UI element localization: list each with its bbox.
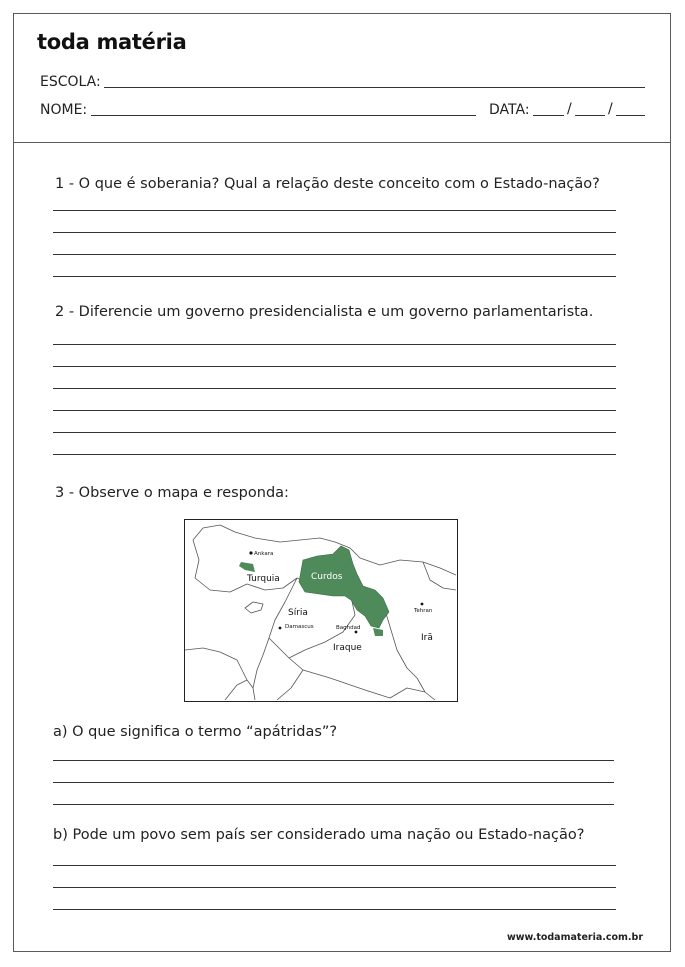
name-field-line[interactable]	[91, 115, 476, 116]
answer-line[interactable]	[53, 782, 614, 783]
date-label: DATA:	[489, 102, 530, 118]
answer-line[interactable]	[53, 432, 616, 433]
name-label: NOME:	[40, 102, 88, 118]
date-separator: /	[608, 101, 613, 117]
map-label-tehran: Tehran	[414, 608, 433, 614]
question-3: 3 - Observe o mapa e responda:	[55, 485, 289, 501]
answer-line[interactable]	[53, 388, 616, 389]
kurdish-region-ankara-area	[239, 562, 255, 572]
school-field-line[interactable]	[104, 87, 645, 88]
map-label-iraque: Iraque	[333, 643, 362, 653]
question-3a: a) O que significa o termo “apátridas”?	[53, 724, 338, 740]
answer-line[interactable]	[53, 909, 616, 910]
answer-line[interactable]	[53, 887, 616, 888]
baghdad-marker	[355, 631, 358, 634]
footer-url: www.todamateria.com.br	[506, 932, 643, 943]
map-label-damascus: Damascus	[285, 624, 314, 630]
map-graphic	[185, 520, 456, 700]
question-1: 1 - O que é soberania? Qual a relação deste conceito com o Estado-nação?	[55, 176, 600, 192]
answer-line[interactable]	[53, 276, 616, 277]
worksheet-frame	[13, 13, 671, 952]
school-label: ESCOLA:	[40, 74, 101, 90]
map-label-siria: Síria	[288, 608, 308, 618]
kurdish-region	[299, 546, 389, 628]
brand-logo: toda matéria	[37, 30, 187, 54]
answer-line[interactable]	[53, 454, 616, 455]
answer-line[interactable]	[53, 366, 616, 367]
kurdish-region-enclave	[373, 628, 383, 636]
answer-line[interactable]	[53, 410, 616, 411]
damascus-marker	[279, 627, 282, 630]
map-label-turquia: Turquia	[247, 574, 280, 584]
answer-line[interactable]	[53, 760, 614, 761]
answer-line[interactable]	[53, 865, 616, 866]
answer-line[interactable]	[53, 232, 616, 233]
date-month-line[interactable]	[575, 115, 605, 116]
header-divider	[13, 142, 671, 143]
map-label-ira: Irã	[421, 633, 433, 643]
answer-line[interactable]	[53, 254, 616, 255]
date-year-line[interactable]	[616, 115, 645, 116]
date-separator: /	[567, 101, 572, 117]
answer-line[interactable]	[53, 210, 616, 211]
ankara-marker	[249, 551, 252, 554]
question-3b: b) Pode um povo sem país ser considerado uma nação ou Estado-nação?	[53, 827, 585, 843]
map-label-curdos: Curdos	[311, 572, 343, 582]
answer-line[interactable]	[53, 344, 616, 345]
date-day-line[interactable]	[533, 115, 564, 116]
answer-line[interactable]	[53, 804, 614, 805]
tehran-marker	[421, 603, 424, 606]
map-label-ankara: Ankara	[254, 551, 274, 557]
kurdistan-map	[184, 519, 458, 702]
map-label-baghdad: Baghdad	[336, 625, 361, 631]
question-2: 2 - Diferencie um governo presidencialista e um governo parlamentarista.	[55, 304, 594, 320]
